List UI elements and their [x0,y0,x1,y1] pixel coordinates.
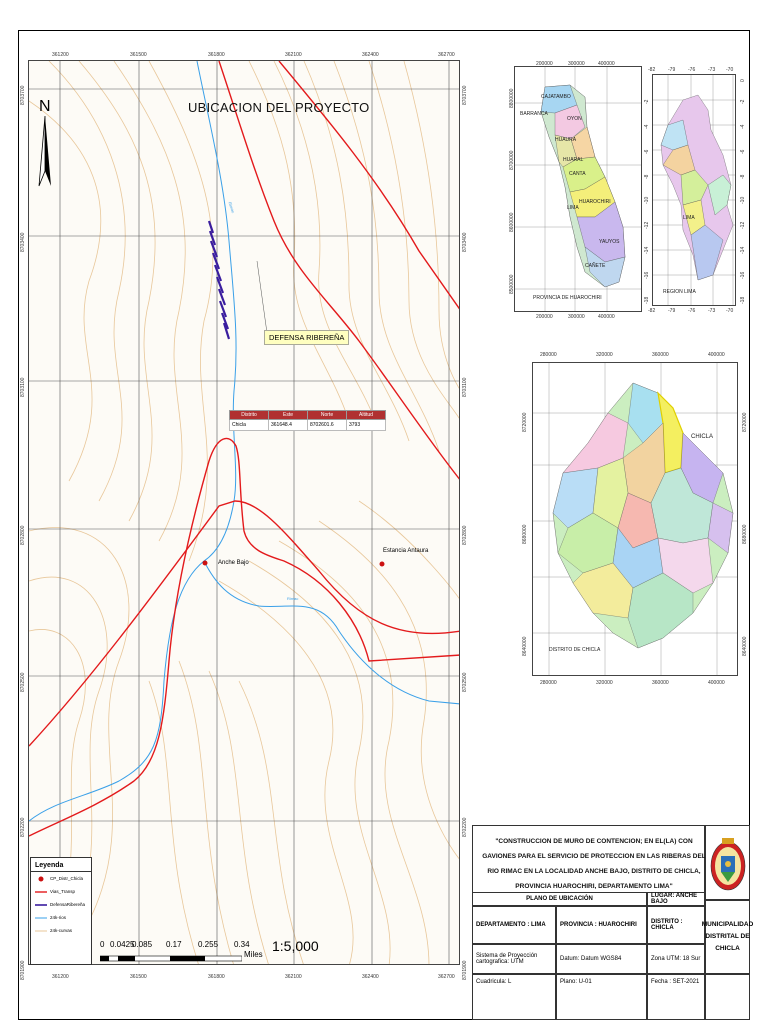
municipality-logo [705,825,750,900]
tick-label: -10 [740,196,746,204]
inset-caption: REGION LIMA [663,289,696,295]
legend-label: Vias_Transp [50,889,76,894]
datum-field: Datum: Datum WGS84 [556,944,647,974]
tick-label: 8702200 [20,817,26,837]
tick-label: -76 [688,67,696,73]
scale-tick: 0.0425 [110,940,135,949]
defense-label: DEFENSA RIBEREÑA [264,330,349,345]
municipality-extra-cell [705,974,750,1020]
tick-label: 362400 [362,52,379,58]
province-label: CANTA [569,171,586,177]
legend-item [31,872,91,885]
tick-label: -82 [648,67,656,73]
map-title: UBICACION DEL PROYECTO [188,100,370,115]
scale-ratio: 1:5,000 [272,938,319,954]
anche-bajo-label: Anche Bajo [218,560,249,566]
tick-label: 280000 [540,352,557,358]
tick-label: -4 [740,124,746,129]
tick-label: 8702500 [462,672,468,692]
table-cell: 8702601.6 [308,420,347,431]
province-label: YAUYOS [599,239,620,245]
tick-label: 8640000 [742,636,748,656]
north-arrow-icon [39,116,51,186]
table-cell: Chicla [230,420,269,431]
date-field: Fecha : SET-2021 [647,974,705,1020]
province-label: HUARAL [563,157,584,163]
tick-label: -10 [644,196,650,204]
tick-label: 400000 [598,314,615,320]
tick-label: -16 [644,271,650,279]
scale-tick: 0.255 [198,940,219,949]
tick-label: 361800 [208,52,225,58]
tick-label: -18 [740,296,746,304]
tick-label: 400000 [708,680,725,686]
tick-label: 8703400 [462,232,468,252]
scale-unit: Miles [244,950,263,959]
tick-label: 200000 [536,61,553,67]
tick-label: -6 [740,149,746,154]
table-header: Altitud [347,411,386,420]
tick-label: 8703400 [20,232,26,252]
region-map-canvas [653,75,736,306]
table-row [230,420,386,431]
tick-label: 300000 [568,61,585,67]
crest-icon [709,832,747,894]
tick-label: -73 [708,67,716,73]
estancia-point [380,562,385,567]
tick-label: 8680000 [742,524,748,544]
table-header: Norte [308,411,347,420]
tick-label: 400000 [708,352,725,358]
tick-label: 362400 [362,974,379,980]
municipality-name: MUNICIPALIDAD DISTRITAL DE CHICLA [705,900,750,974]
scale-tick: 0.085 [132,940,153,949]
district-field: DISTRITO : CHICLA [647,906,705,944]
defense-leader-line [257,261,267,333]
tick-label: -18 [644,296,650,304]
tick-label: 362700 [438,52,455,58]
tick-label: -14 [740,246,746,254]
tick-label: 8700000 [509,150,515,170]
tick-label: 361500 [130,52,147,58]
tick-label: -76 [688,308,696,314]
coordinate-table [229,410,386,431]
legend-item [31,924,91,937]
legend-label: CP_Distr_Chicla [50,876,84,881]
north-label: N [39,98,51,115]
tick-label: 8702800 [20,525,26,545]
tick-label: -82 [648,308,656,314]
scale-tick: 0 [100,940,105,949]
tick-label: 320000 [596,680,613,686]
legend-item [31,898,91,911]
tick-label: -2 [740,99,746,104]
tick-label: -73 [708,308,716,314]
inset-caption: DISTRITO DE CHICLA [549,647,601,653]
anche-bajo-point [203,561,208,566]
province-field: PROVINCIA : HUAROCHIRI [556,906,647,944]
table-cell: 3793 [347,420,386,431]
tick-label: -2 [644,99,650,104]
tick-label: 8701900 [462,960,468,980]
tick-label: 362700 [438,974,455,980]
province-label: HUAURA [555,137,577,143]
scale-bar [100,955,242,963]
tick-label: 361500 [130,974,147,980]
tick-label: 8702200 [462,817,468,837]
legend-label: DefensaRibereña [50,902,86,907]
tick-label: -8 [644,174,650,179]
tick-label: 8600000 [509,212,515,232]
tick-label: -4 [644,124,650,129]
map-legend [30,857,92,965]
tick-label: -8 [740,174,746,179]
tick-label: -79 [668,308,676,314]
plan-name: PLANO DE UBICACIÓN [472,892,647,906]
legend-title: Leyenda [31,858,91,872]
region-label: LIMA [683,215,695,221]
project-title: "CONSTRUCCION DE MURO DE CONTENCION; EN EL(LA) CON GAVIONES PARA EL SERVICIO DE PROTECCION EN LAS RIBERAS DEL RIO RIMAC EN LA LOCALIDAD ANCHE BAJO, DISTRITO DE CHICLA, PROVINCIA HUAROCHIRI, DEPARTAMENTO LIMA" [482,838,706,890]
map-grid [29,61,460,965]
road-lines [29,61,460,836]
tick-label: 280000 [540,680,557,686]
tick-label: 8703100 [462,377,468,397]
grid-field: Cuadricula: L [472,974,556,1020]
tick-label: 361200 [52,974,69,980]
tick-label: 320000 [596,352,613,358]
tick-label: 360000 [652,352,669,358]
tick-label: 200000 [536,314,553,320]
province-label: HUAROCHIRI [579,199,611,205]
contour-lines [29,61,460,965]
district-label: CHICLA [691,434,714,440]
sheet-field: Plano: U-01 [556,974,647,1020]
tick-label: 8703100 [20,377,26,397]
table-header: Distrito [230,411,269,420]
tick-label: 8800000 [509,88,515,108]
region-inset-map [652,74,736,306]
province-inset-map [514,66,642,312]
place-name: LUGAR: ANCHE BAJO [647,892,705,906]
tick-label: 8680000 [522,524,528,544]
scale-tick: 0.34 [234,940,250,949]
province-label: BARRANCA [520,111,548,117]
legend-item [31,911,91,924]
province-label: OYON [567,116,582,122]
river-lines [29,61,460,821]
tick-label: 361800 [208,974,225,980]
table-cell: 361648.4 [269,420,308,431]
department-field: DEPARTAMENTO : LIMA [472,906,556,944]
province-map-canvas [515,67,642,312]
district-inset-map [532,362,738,676]
tick-label: -16 [740,271,746,279]
tick-label: -12 [644,221,650,229]
tick-label: 8500000 [509,274,515,294]
tick-label: 362100 [285,52,302,58]
main-location-map [28,60,460,965]
tick-label: 300000 [568,314,585,320]
projection-field: Sistema de Proyección cartografica: UTM [472,944,556,974]
tick-label: 8702800 [462,525,468,545]
tick-label: -14 [644,246,650,254]
tick-label: 8703700 [20,85,26,105]
province-label: CAÑETE [585,263,606,269]
tick-label: -70 [726,308,734,314]
tick-label: 8703700 [462,85,468,105]
tick-label: 8702500 [20,672,26,692]
river-label: Rimac [287,596,299,601]
district-map-canvas [533,363,738,676]
tick-label: 361200 [52,52,69,58]
inset-caption: PROVINCIA DE HUAROCHIRI [533,295,602,301]
legend-item [31,885,91,898]
legend-label: 24k-curvas [50,928,73,933]
tick-label: 8701900 [20,960,26,980]
scale-tick: 0.17 [166,940,182,949]
tick-label: 8720000 [742,412,748,432]
tick-label: 362100 [285,974,302,980]
tick-label: -79 [668,67,676,73]
province-label: LIMA [567,205,579,211]
legend-label: 24k-rios [50,915,67,920]
province-label: CAJATAMBO [541,94,571,100]
zone-field: Zona UTM: 18 Sur [647,944,705,974]
table-header: Este [269,411,308,420]
tick-label: -6 [644,149,650,154]
tick-label: -70 [726,67,734,73]
tick-label: 0 [740,79,746,82]
tick-label: 8640000 [522,636,528,656]
estancia-label: Estancia Antaura [383,548,429,554]
tick-label: 360000 [652,680,669,686]
tick-label: 400000 [598,61,615,67]
main-map-canvas [29,61,460,965]
tick-label: 8720000 [522,412,528,432]
river-label: Rimac [227,201,236,214]
tick-label: -12 [740,221,746,229]
